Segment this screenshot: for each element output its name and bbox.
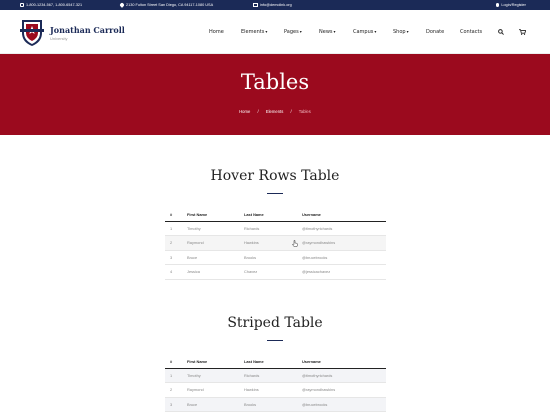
topbar-phone-text: 1-800-1234-567, 1-800-6547-321	[26, 3, 83, 7]
column-header: First Name	[187, 209, 244, 221]
heading-divider	[267, 193, 283, 194]
breadcrumb	[0, 109, 550, 114]
nav-campus[interactable]	[353, 10, 376, 54]
table-cell: @raymondhawkins	[302, 383, 386, 398]
column-header: #	[165, 209, 187, 221]
topbar-address	[120, 0, 213, 10]
nav-donate-label: Donate	[426, 29, 445, 35]
table-row[interactable]	[165, 221, 386, 236]
login-register-link[interactable]	[496, 0, 526, 10]
table-cell: Richards	[244, 368, 302, 383]
striped-table	[165, 356, 386, 412]
column-header: Last Name	[244, 356, 302, 368]
table-cell: Timothy	[187, 368, 244, 383]
university-crest-logo[interactable]	[20, 17, 44, 47]
table-cell: Raymond	[187, 383, 244, 398]
table-cell: @brucebrooks	[302, 397, 386, 412]
table-cell: Richards	[244, 221, 302, 236]
nav-shop[interactable]	[393, 10, 409, 54]
topbar-phone[interactable]	[20, 0, 82, 10]
table-cell: 3	[165, 397, 187, 412]
hand-pointer-cursor-icon	[292, 240, 298, 247]
user-icon	[496, 3, 499, 6]
nav-contacts-label: Contacts	[460, 29, 483, 35]
table-row[interactable]	[165, 368, 386, 383]
nav-news-label: News	[319, 29, 333, 35]
table-cell: Raymond	[187, 236, 244, 251]
breadcrumb-current: Tables	[298, 109, 311, 114]
topbar-address-text: 2130 Fulton Street San Diego, CA 94117-1080 USA	[126, 3, 214, 7]
table-cell: 3	[165, 250, 187, 265]
table-cell: Hawkins	[244, 236, 302, 251]
mail-icon	[253, 3, 258, 7]
breadcrumb-home[interactable]: Home	[239, 109, 251, 114]
nav-pages[interactable]	[284, 10, 302, 54]
breadcrumb-separator: /	[257, 109, 259, 114]
phone-icon	[20, 3, 24, 7]
nav-elements-label: Elements	[241, 29, 265, 35]
column-header: Username	[302, 356, 386, 368]
nav-contacts[interactable]	[460, 10, 482, 54]
nav-news[interactable]	[319, 10, 336, 54]
table-row-hovered[interactable]	[165, 236, 386, 251]
column-header: #	[165, 356, 187, 368]
table-cell: Brooks	[244, 397, 302, 412]
nav-pages-label: Pages	[284, 29, 299, 35]
table-cell: 2	[165, 383, 187, 398]
top-info-bar	[0, 0, 550, 10]
hover-table-heading: Hover Rows Table	[210, 168, 340, 184]
topbar-email-text: info@demolink.org	[260, 3, 292, 7]
chevron-down-icon: ▾	[333, 29, 336, 34]
table-cell: Timothy	[187, 221, 244, 236]
search-icon[interactable]	[498, 29, 504, 35]
breadcrumb-elements[interactable]: Elements	[265, 109, 284, 114]
table-cell: 1	[165, 221, 187, 236]
column-header: Username	[302, 209, 386, 221]
table-cell: Hawkins	[244, 383, 302, 398]
topbar-email[interactable]	[253, 0, 292, 10]
breadcrumb-separator: /	[290, 109, 292, 114]
table-cell: Bruce	[187, 397, 244, 412]
nav-elements[interactable]	[241, 10, 267, 54]
table-cell: @timothyrichards	[302, 368, 386, 383]
table-row[interactable]	[165, 397, 386, 412]
column-header: First Name	[187, 356, 244, 368]
site-header	[0, 10, 550, 54]
table-header-row	[165, 209, 386, 221]
chevron-down-icon: ▾	[406, 29, 409, 34]
table-cell: 2	[165, 236, 187, 251]
page-hero-banner	[0, 54, 550, 135]
chevron-down-icon: ▾	[299, 29, 302, 34]
table-header-row	[165, 356, 386, 368]
brand-subtitle: University	[50, 36, 68, 41]
cart-icon[interactable]	[519, 29, 526, 35]
nav-donate[interactable]	[426, 10, 444, 54]
chevron-down-icon: ▾	[265, 29, 268, 34]
table-cell: @brucebrooks	[302, 250, 386, 265]
table-row[interactable]	[165, 383, 386, 398]
table-row[interactable]	[165, 265, 386, 280]
table-cell: 4	[165, 265, 187, 280]
nav-campus-label: Campus	[353, 29, 374, 35]
striped-table-heading: Striped Table	[227, 315, 323, 331]
table-cell: Chavez	[244, 265, 302, 280]
table-row[interactable]	[165, 250, 386, 265]
location-pin-icon	[119, 2, 125, 8]
chevron-down-icon: ▾	[374, 29, 377, 34]
table-cell: Jessica	[187, 265, 244, 280]
table-cell: 1	[165, 368, 187, 383]
table-cell: Brooks	[244, 250, 302, 265]
page-title: Tables	[240, 70, 310, 94]
table-cell: Bruce	[187, 250, 244, 265]
table-cell: @timothyrichards	[302, 221, 386, 236]
brand-name[interactable]: Jonathan Carroll	[50, 25, 125, 35]
table-cell: @jessicachavez	[302, 265, 386, 280]
nav-home[interactable]	[209, 10, 224, 54]
nav-home-label: Home	[209, 29, 224, 35]
column-header: Last Name	[244, 209, 302, 221]
table-cell: @raymondhawkins	[302, 236, 386, 251]
login-register-text: Login/Register	[501, 3, 526, 7]
hover-rows-table	[165, 209, 386, 280]
heading-divider	[267, 340, 283, 341]
nav-shop-label: Shop	[393, 29, 406, 35]
